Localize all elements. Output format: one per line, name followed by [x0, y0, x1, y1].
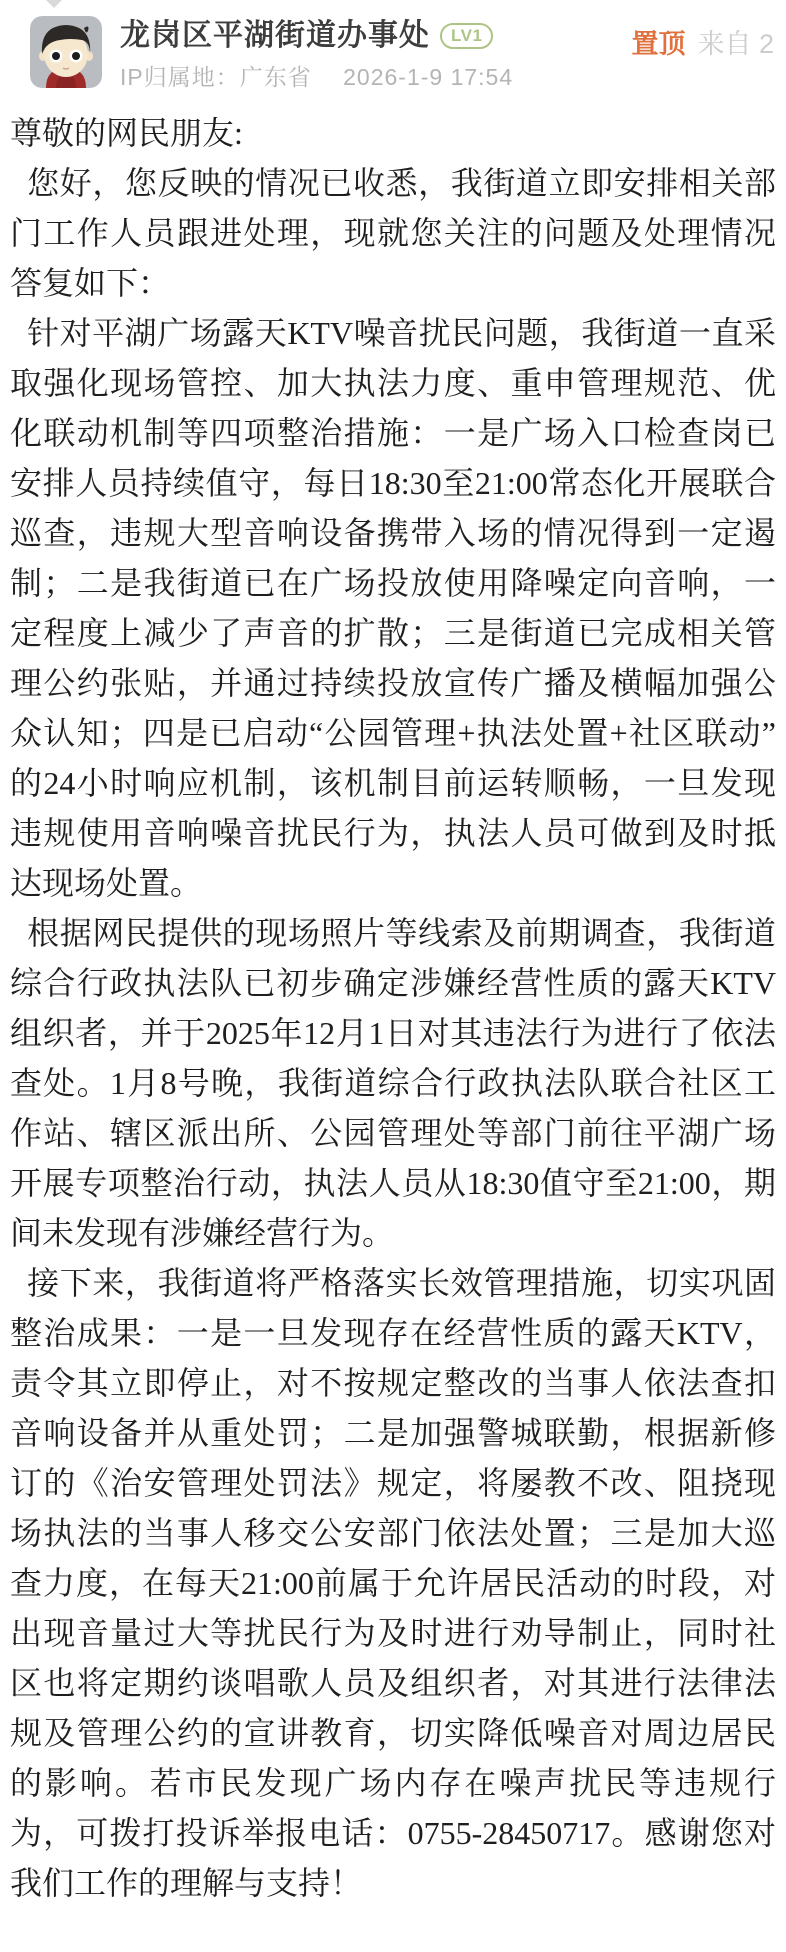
paragraph: 针对平湖广场露天KTV噪音扰民问题，我街道一直采取强化现场管控、加大执法力度、重申管理规范、优化联动机制等四项整治措施：一是广场入口检查岗已安排人员持续值守，每日18:30至21:00常态化开展联合巡查，违规大型音响设备携带入场的情况得到一定遏制；二是我街道已在广场投放使用降噪定向音响，一定程度上减少了声音的扩散；三是街道已完成相关管理公约张贴，并通过持续投放宣传广播及横幅加强公众认知；四是已启动“公园管理+执法处置+社区联动”的24小时响应机制，该机制目前运转顺畅，一旦发现违规使用音响噪音扰民行为，执法人员可做到及时抵达现场处置。 [10, 315, 776, 901]
paragraph: 根据网民提供的现场照片等线索及前期调查，我街道综合行政执法队已初步确定涉嫌经营性质的露天KTV组织者，并于2025年12月1日对其违法行为进行了依法查处。1月8号晚，我街道综合行政执法队联合社区工作站、辖区派出所、公园管理处等部门前往平湖广场开展专项整治行动，执法人员从18:30值守至21:00，期间未发现有涉嫌经营行为。 [10, 915, 776, 1251]
ip-location: IP归属地：广东省 [120, 64, 312, 90]
level-badge: LV1 [440, 23, 493, 49]
paragraph: 尊敬的网民朋友: [10, 115, 243, 151]
timestamp: 2026-1-9 17:54 [343, 64, 514, 90]
avatar-cartoon-image [30, 16, 102, 88]
pinned-badge: 置顶 [631, 29, 686, 59]
account-name[interactable]: 龙岗区平湖街道办事处 [120, 19, 430, 52]
post-body [0, 100, 786, 1948]
paragraph: 接下来，我街道将严格落实长效管理措施，切实巩固整治成果：一是一旦发现存在经营性质的露天KTV，责令其立即停止，对不按规定整改的当事人依法查扣音响设备并从重处罚；二是加强警城联勤，根据新修订的《治安管理处罚法》规定，将屡教不改、阻挠现场执法的当事人移交公安部门依法处置；三是加大巡查力度，在每天21:00前属于允许居民活动的时段，对出现音量过大等扰民行为及时进行劝导制止，同时社区也将定期约谈唱歌人员及组织者，对其进行法律法规及管理公约的宣讲教育，切实降低噪音对周边居民的影响。若市民发现广场内存在噪声扰民等违规行为，可拨打投诉举报电话：0755-28450717。感谢您对我们工作的理解与支持！ [10, 1265, 776, 1901]
paragraph: 您好，您反映的情况已收悉，我街道立即安排相关部门工作人员跟进处理，现就您关注的问题及处理情况答复如下： [10, 165, 776, 301]
avatar[interactable] [30, 16, 102, 88]
post-header [0, 0, 786, 100]
source-label[interactable]: 来自 2 [697, 29, 774, 59]
post-meta [120, 59, 786, 92]
